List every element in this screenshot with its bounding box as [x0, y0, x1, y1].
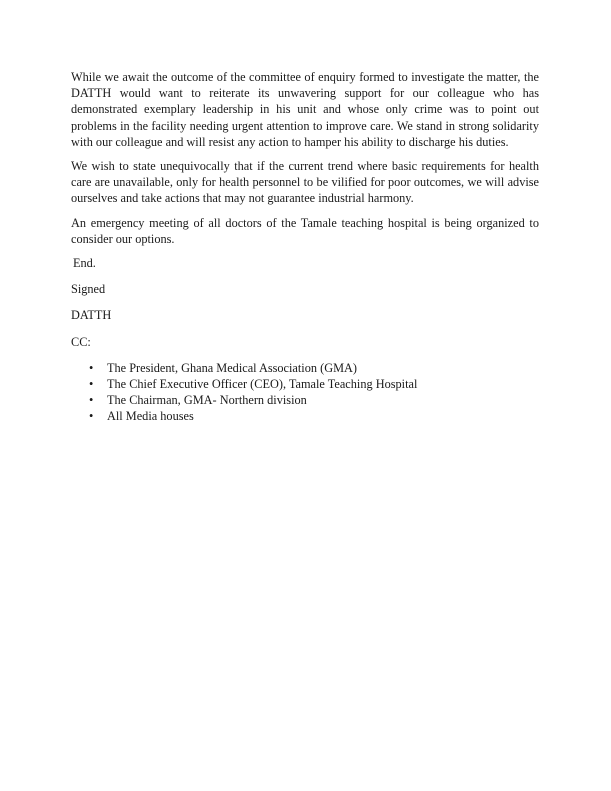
- cc-list: [71, 360, 539, 425]
- signatory-name: DATTH: [71, 308, 112, 323]
- cc-recipient: The Chairman, GMA- Northern division: [107, 393, 307, 408]
- signed-label: Signed: [71, 282, 106, 297]
- cc-label: CC:: [71, 334, 91, 349]
- document-body: [71, 69, 539, 425]
- cc-list-item: [71, 392, 539, 408]
- paragraph-emergency-meeting: An emergency meeting of all doctors of the Tamale teaching hospital is being organized to consider our options.: [71, 215, 539, 246]
- cc-list-item: [71, 408, 539, 424]
- bullet-icon: •: [89, 409, 94, 424]
- bullet-icon: •: [89, 360, 94, 375]
- cc-recipient: All Media houses: [107, 409, 194, 424]
- cc-list-item: [71, 360, 539, 376]
- bullet-icon: •: [89, 377, 94, 392]
- end-marker: End.: [73, 256, 96, 271]
- paragraph-warning-statement: We wish to state unequivocally that if the current trend where basic requirements for health care are unavailable, only for health personnel to be vilified for poor outcomes, we will advise ourselves and take actions that may not guarantee industrial harmony.: [71, 159, 539, 206]
- cc-list-item: [71, 376, 539, 392]
- paragraph-support-statement: While we await the outcome of the committee of enquiry formed to investigate the matter, the DATTH would want to reiterate its unwavering support for our colleague who has demonstrated exemplary leadership in his unit and whose only crime was to point out problems in the facility needing urgent attention to improve care. We stand in strong solidarity with our colleague and will resist any action to hamper his ability to discharge his duties.: [71, 70, 539, 149]
- cc-recipient: The President, Ghana Medical Association (GMA): [107, 360, 357, 375]
- cc-recipient: The Chief Executive Officer (CEO), Tamale Teaching Hospital: [107, 377, 418, 392]
- bullet-icon: •: [89, 393, 94, 408]
